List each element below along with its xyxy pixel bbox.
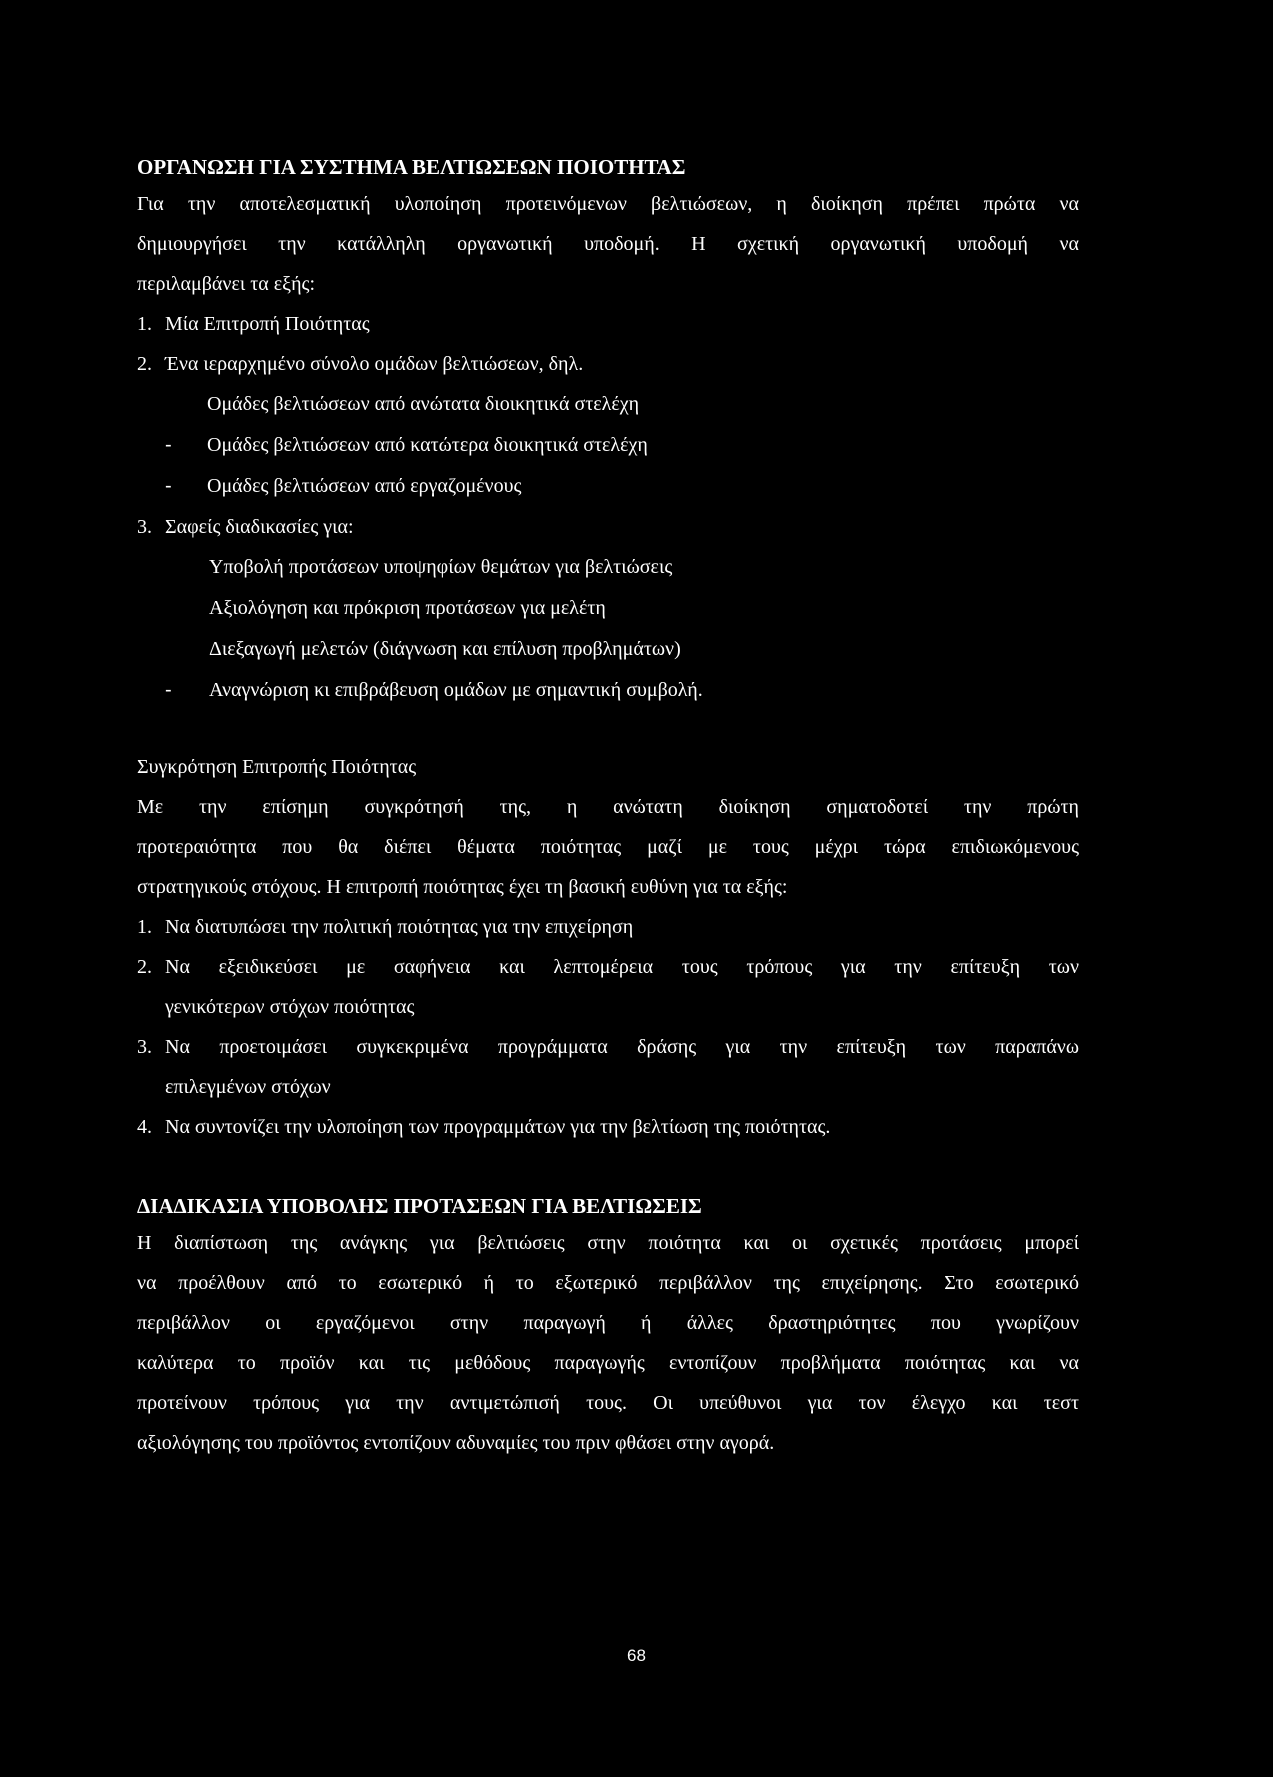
page-number: 68: [627, 1646, 646, 1665]
list-number: 4.: [137, 1116, 152, 1138]
paragraph-line: προτείνουν τρόπους για την αντιμετώπισή τους. Οι υπεύθυνοι για τον έλεγχο και τεστ: [137, 1392, 1079, 1414]
sub-list-text: Υποβολή προτάσεων υποψηφίων θεμάτων για βελτιώσεις: [209, 556, 673, 578]
list-item: [137, 1107, 1079, 1147]
list-item-continuation: [137, 987, 1079, 1027]
list-text: Μία Επιτροπή Ποιότητας: [165, 313, 370, 335]
list-text: Να διατυπώσει την πολιτική ποιότητας για την επιχείρηση: [165, 916, 634, 938]
list-item-continuation: [137, 1067, 1079, 1107]
bullet-dash: [137, 588, 209, 629]
sub-list-item: [137, 629, 1079, 670]
list-item: [137, 507, 1079, 547]
sub-list-text: Ομάδες βελτιώσεων από ανώτατα διοικητικά στελέχη: [207, 393, 640, 415]
paragraph-line: Με την επίσημη συγκρότησή της, η ανώτατη διοίκηση σηματοδοτεί την πρώτη: [137, 796, 1079, 818]
list-item: [137, 907, 1079, 947]
paragraph-line: περιβάλλον οι εργαζόμενοι στην παραγωγή ή άλλες δραστηριότητες που γνωρίζουν: [137, 1312, 1079, 1334]
sub-list-text: Αξιολόγηση και πρόκριση προτάσεων για μελέτη: [209, 597, 606, 619]
list-text: Να συντονίζει την υλοποίηση των προγραμμάτων για την βελτίωση της ποιότητας.: [165, 1116, 831, 1138]
paragraph-line: προτεραιότητα που θα διέπει θέματα ποιότητας μαζί με τους μέχρι τώρα επιδιωκόμενους: [137, 836, 1079, 858]
sub-list-item: [137, 384, 1079, 425]
list-number: 1.: [137, 916, 152, 938]
subsection-heading: Συγκρότηση Επιτροπής Ποιότητας: [137, 756, 417, 778]
paragraph-line: αξιολόγησης του προϊόντος εντοπίζουν αδυναμίες του πριν φθάσει στην αγορά.: [137, 1432, 775, 1454]
bullet-dash: -: [165, 679, 172, 701]
list-item: [137, 344, 1079, 384]
list-number: 3.: [137, 1036, 152, 1058]
bullet-dash: [137, 547, 209, 588]
paragraph-line: Η διαπίστωση της ανάγκης για βελτιώσεις στην ποιότητα και οι σχετικές προτάσεις μπορεί: [137, 1232, 1079, 1254]
sub-list-text: Ομάδες βελτιώσεων από εργαζομένους: [207, 475, 522, 497]
bullet-dash: -: [165, 475, 172, 497]
paragraph-line: δημιουργήσει την κατάλληλη οργανωτική υποδομή. Η σχετική οργανωτική υποδομή να: [137, 233, 1079, 255]
list-number: 1.: [137, 313, 152, 335]
paragraph-line: να προέλθουν από το εσωτερικό ή το εξωτερικό περιβάλλον της επιχείρησης. Στο εσωτερικό: [137, 1272, 1079, 1294]
sub-list-item: [137, 466, 1079, 507]
sub-list-text: Αναγνώριση κι επιβράβευση ομάδων με σημαντική συμβολή.: [209, 679, 703, 701]
list-text: επιλεγμένων στόχων: [165, 1076, 331, 1098]
list-item: [137, 1027, 1079, 1067]
paragraph-line: Για την αποτελεσματική υλοποίηση προτεινόμενων βελτιώσεων, η διοίκηση πρέπει πρώτα να: [137, 193, 1079, 215]
list-text: Να εξειδικεύσει με σαφήνεια και λεπτομέρεια τους τρόπους για την επίτευξη των: [165, 956, 1079, 978]
section-heading: ΟΡΓΑΝΩΣΗ ΓΙΑ ΣΥΣΤΗΜΑ ΒΕΛΤΙΩΣΕΩΝ ΠΟΙΟΤΗΤΑΣ: [137, 155, 686, 179]
list-number: 2.: [137, 956, 152, 978]
section-spacer: [137, 711, 1079, 747]
document-page: [137, 150, 1079, 1463]
sub-list-item: [137, 425, 1079, 466]
sub-list-item: [137, 670, 1079, 711]
section-spacer: [137, 1147, 1079, 1189]
bullet-dash: [137, 384, 207, 425]
paragraph-line: περιλαμβάνει τα εξής:: [137, 273, 315, 295]
sub-list-text: Διεξαγωγή μελετών (διάγνωση και επίλυση προβλημάτων): [209, 638, 681, 660]
sub-list-text: Ομάδες βελτιώσεων από κατώτερα διοικητικά στελέχη: [207, 434, 648, 456]
bullet-dash: [137, 629, 209, 670]
list-text: Ένα ιεραρχημένο σύνολο ομάδων βελτιώσεων, δηλ.: [165, 353, 584, 375]
list-item: [137, 304, 1079, 344]
bullet-dash: -: [165, 434, 172, 456]
list-text: Σαφείς διαδικασίες για:: [165, 516, 354, 538]
list-text: Να προετοιμάσει συγκεκριμένα προγράμματα δράσης για την επίτευξη των παραπάνω: [165, 1036, 1079, 1058]
paragraph-line: καλύτερα το προϊόν και τις μεθόδους παραγωγής εντοπίζουν προβλήματα ποιότητας και να: [137, 1352, 1079, 1374]
paragraph-line: στρατηγικούς στόχους. Η επιτροπή ποιότητας έχει τη βασική ευθύνη για τα εξής:: [137, 876, 788, 898]
sub-list-item: [137, 547, 1079, 588]
sub-list-item: [137, 588, 1079, 629]
section-heading: ΔΙΑΔΙΚΑΣΙΑ ΥΠΟΒΟΛΗΣ ΠΡΟΤΑΣΕΩΝ ΓΙΑ ΒΕΛΤΙΩΣΕΙΣ: [137, 1194, 702, 1218]
list-item: [137, 947, 1079, 987]
list-number: 3.: [137, 516, 152, 538]
list-number: 2.: [137, 353, 152, 375]
list-text: γενικότερων στόχων ποιότητας: [165, 996, 415, 1018]
